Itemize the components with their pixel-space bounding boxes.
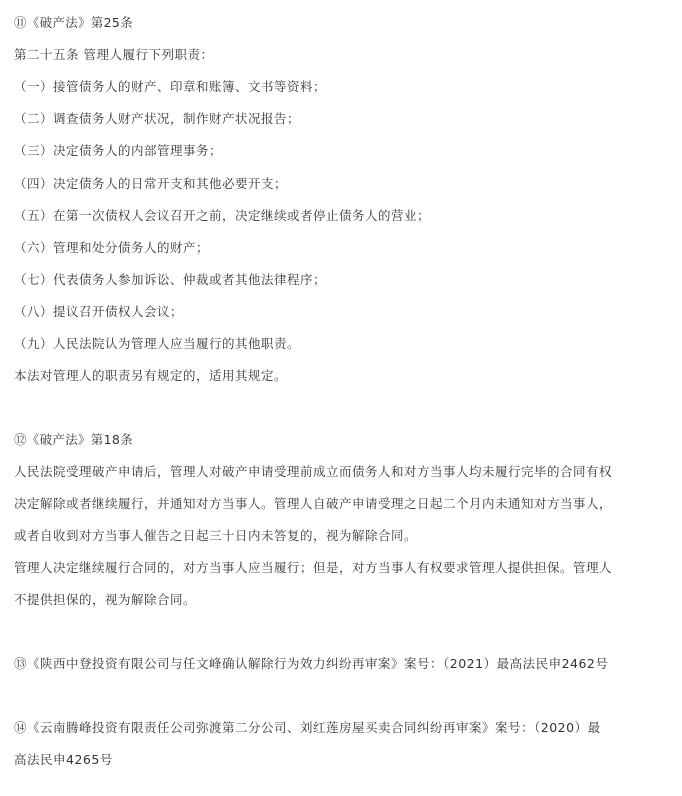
article-18-line-4: 管理人决定继续履行合同的，对方当事人应当履行；但是，对方当事人有权要求管理人提供担保。管理人 (14, 560, 613, 575)
duty-item-5: （五）在第一次债权人会议召开之前，决定继续或者停止债务人的营业； (14, 208, 431, 223)
article-18-line-5: 不提供担保的，视为解除合同。 (14, 592, 197, 607)
article-25-heading: 第二十五条 管理人履行下列职责： (14, 47, 214, 62)
section-12-title: ⑫《破产法》第18条 (14, 432, 133, 447)
article-18-line-1: 人民法院受理破产申请后，管理人对破产申请受理前成立而债务人和对方当事人均未履行完毕的合同有权 (14, 464, 613, 479)
duty-item-9: （九）人民法院认为管理人应当履行的其他职责。 (14, 336, 301, 351)
duty-item-4: （四）决定债务人的日常开支和其他必要开支； (14, 176, 288, 191)
article-18-line-3: 或者自收到对方当事人催告之日起三十日内未答复的，视为解除合同。 (14, 528, 418, 543)
article-25-closing: 本法对管理人的职责另有规定的，适用其规定。 (14, 368, 288, 383)
article-18-line-2: 决定解除或者继续履行，并通知对方当事人。管理人自破产申请受理之日起二个月内未通知对方当事人， (14, 496, 613, 511)
case-14-citation-line-1: ⑭《云南腾峰投资有限责任公司弥渡第二分公司、刘红莲房屋买卖合同纠纷再审案》案号：（2020）最 (14, 720, 601, 735)
duty-item-7: （七）代表债务人参加诉讼、仲裁或者其他法律程序； (14, 272, 327, 287)
duty-item-1: （一）接管债务人的财产、印章和账簿、文书等资料； (14, 79, 327, 94)
case-13-citation: ⑬《陕西中登投资有限公司与任文峰确认解除行为效力纠纷再审案》案号：（2021）最高法民申2462号 (14, 656, 609, 671)
case-14-citation-line-2: 高法民申4265号 (14, 752, 113, 767)
duty-item-6: （六）管理和处分债务人的财产； (14, 240, 210, 255)
duty-item-3: （三）决定债务人的内部管理事务； (14, 143, 223, 158)
duty-item-2: （二）调查债务人财产状况，制作财产状况报告； (14, 111, 301, 126)
duty-item-8: （八）提议召开债权人会议； (14, 304, 184, 319)
section-11-title: ⑪《破产法》第25条 (14, 15, 133, 30)
